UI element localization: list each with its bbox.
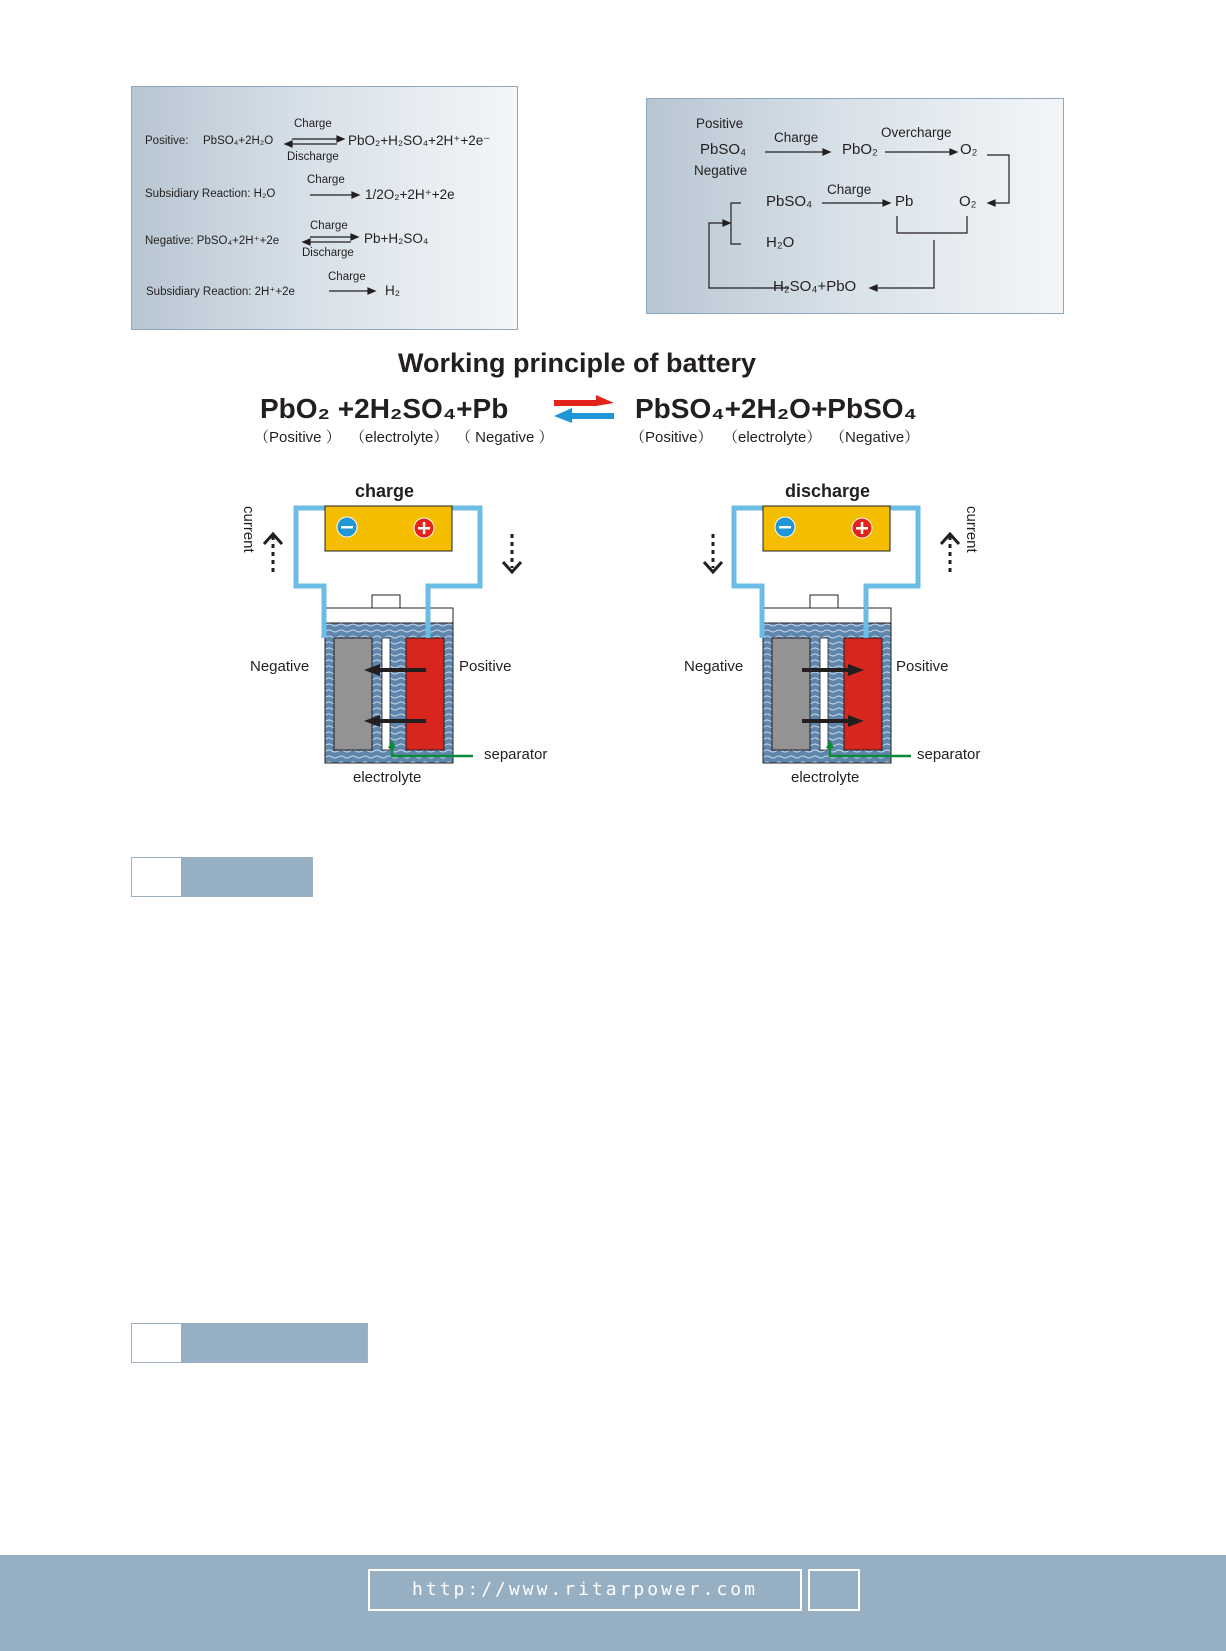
discharge-negative-label: Negative	[684, 658, 744, 675]
charge-title: charge	[355, 481, 415, 501]
charge-electrolyte-label: electrolyte	[353, 769, 422, 786]
negative-discharge: Discharge	[302, 247, 354, 259]
charge-diagram	[230, 478, 570, 798]
positive-products: PbO₂+H₂SO₄+2H⁺+2e⁻	[348, 133, 491, 148]
cycle-o2-mid: O₂	[959, 193, 977, 210]
negative-charge: Charge	[310, 220, 348, 232]
cycle-h2o: H₂O	[766, 234, 795, 251]
charge-separator-label: separator	[484, 746, 548, 763]
cycle-negative: Negative	[694, 163, 748, 178]
cycle-o2-top: O₂	[960, 141, 978, 158]
reversible-arrows-icon	[552, 394, 616, 424]
subsidiary-1-charge: Charge	[307, 174, 345, 186]
subsidiary-2-reactants: Subsidiary Reaction: 2H⁺+2e	[146, 286, 295, 298]
footer-url[interactable]: http://www.ritarpower.com	[368, 1569, 802, 1611]
discharge-positive-label: Positive	[896, 658, 949, 675]
subsidiary-2-product: H₂	[385, 283, 400, 298]
discharge-diagram	[668, 478, 1008, 798]
positive-charge: Charge	[294, 118, 332, 130]
negative-products: Pb+H₂SO₄	[364, 231, 429, 246]
discharge-title: discharge	[785, 481, 871, 501]
discharge-electrolyte-label: electrolyte	[791, 769, 860, 786]
cycle-charge-1: Charge	[774, 130, 819, 145]
subsidiary-1-products: 1/2O₂+2H⁺+2e	[365, 187, 455, 202]
subsidiary-1-reactants: Subsidiary Reaction: H₂O	[145, 188, 276, 200]
cycle-h2so4-pbo: H₂SO₄+PbO	[773, 278, 857, 295]
footer-page-box	[808, 1569, 860, 1611]
rhs-negative-note: （Negative）	[830, 429, 920, 446]
cycle-pbso4-top: PbSO₄	[700, 141, 747, 158]
lhs-electrolyte-note: （electrolyte）	[350, 429, 449, 446]
negative-reactants: Negative: PbSO₄+2H⁺+2e	[145, 235, 280, 247]
section-tab-2	[131, 1323, 368, 1363]
section-tab-2-fill	[181, 1324, 367, 1362]
charge-current-label: current	[240, 506, 257, 553]
section-tab-1-fill	[181, 858, 312, 896]
positive-reactants: PbSO₄+2H₂O	[203, 135, 274, 147]
charge-negative-label: Negative	[250, 658, 310, 675]
positive-label: Positive:	[145, 135, 189, 147]
footer-bar	[0, 1555, 1226, 1651]
section-tab-1	[131, 857, 313, 897]
discharge-current-label: current	[963, 506, 980, 553]
cycle-pbo2: PbO₂	[842, 141, 878, 158]
cycle-overcharge: Overcharge	[881, 125, 952, 140]
equation-lhs: PbO₂ +2H₂SO₄+Pb	[260, 393, 509, 424]
reactions-panel	[131, 86, 518, 330]
subsidiary-2-charge: Charge	[328, 271, 366, 283]
cycle-panel	[646, 98, 1064, 314]
rhs-positive-note: （Positive）	[630, 429, 713, 446]
discharge-separator-label: separator	[917, 746, 981, 763]
charge-positive-label: Positive	[459, 658, 512, 675]
positive-discharge: Discharge	[287, 151, 339, 163]
lhs-positive-note: （Positive ）	[254, 429, 341, 446]
lhs-negative-note: （ Negative ）	[456, 429, 554, 446]
cycle-charge-2: Charge	[827, 182, 872, 197]
equation-rhs: PbSO₄+2H₂O+PbSO₄	[635, 393, 917, 424]
cycle-pbso4-mid: PbSO₄	[766, 193, 813, 210]
cycle-pb: Pb	[895, 193, 914, 210]
rhs-electrolyte-note: （electrolyte）	[723, 429, 822, 446]
cycle-positive: Positive	[696, 116, 744, 131]
principle-title: Working principle of battery	[398, 348, 757, 378]
